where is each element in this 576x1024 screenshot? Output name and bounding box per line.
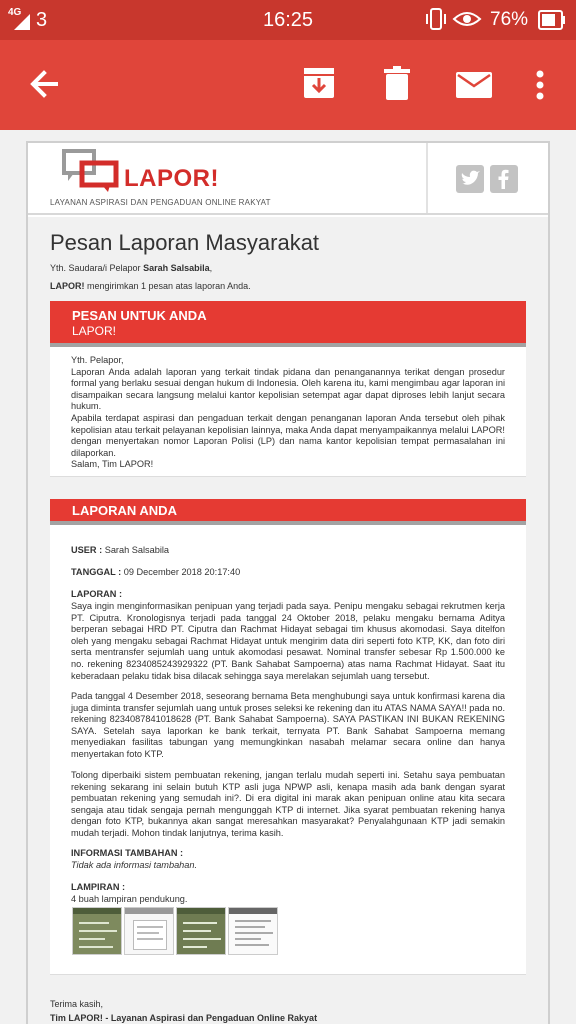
report-panel-header bbox=[50, 499, 526, 521]
message-panel bbox=[50, 301, 526, 477]
extra-info-value: Tidak ada informasi tambahan. bbox=[71, 860, 198, 870]
user-value: Sarah Salsabila bbox=[102, 545, 170, 555]
header-divider bbox=[426, 143, 428, 213]
vibrate-icon bbox=[426, 8, 446, 30]
message-line: Apabila terdapat aspirasi dan pengaduan terkait dengan penanganan laporan Anda tersebut oleh pihak kepolisian atau terkait pelayanan kepolisian lainnya, maka Anda dapat menyampaikannya melalui LAPOR! dengan menyertakan nomor Laporan Polisi (LP) dan nama kantor kepolisian tempat permasalahan ini dilaporkan. bbox=[71, 412, 505, 458]
report-paragraph: Tolong diperbaiki sistem pembuatan rekening, jangan terlalu mudah seperti ini. Setahu saya pembuatan rekening sekarang ini selain butuh KTP asli juga NPWP asli, kenapa masih ada bank dengan syarat pembuatan rekening yang semudah ini?. Di era digital ini marak akan penipuan online atau kita secara sengaja atau tidak sengaja pernah mengunggah KTP di internet. Jika syarat pembuatan rekening hanya dengan foto KTP, bukannya akan sangat meresahkan masyarakat? Penyalahgunaan KTP jadi semakin mudah terjadi. Mohon tindak lanjutnya, terima kasih. bbox=[71, 770, 505, 838]
back-arrow-icon[interactable] bbox=[28, 68, 60, 100]
extra-info-label: INFORMASI TAMBAHAN : bbox=[71, 848, 184, 858]
eye-comfort-icon bbox=[452, 11, 482, 27]
report-paragraph: Pada tanggal 4 Desember 2018, seseorang bernama Beta menghubungi saya untuk konfirmasi karena dia juga diminta transfer sejumlah uang untuk proses seleksi ke rekening dan itu ATAS NAMA SAYA!! pada no. rekening 8234087841018628 (PT. Bank Sahabat Sampoerna). SAYA PASTIKAN INI BUKAN REKENING SAYA. Setelah saya laporkan ke bank terkait, ternyata PT. Bank Sahabat Sampoerna memang menyediakan fasilitas tabungan yang memungkinkan nasabah melamar secara online dan hanya menyertakan foto KTP. bbox=[71, 691, 505, 759]
user-label: USER : bbox=[71, 545, 103, 555]
message-line: Salam, Tim LAPOR! bbox=[71, 459, 154, 470]
clock: 16:25 bbox=[262, 9, 314, 31]
email-card bbox=[26, 141, 550, 1024]
message-text bbox=[71, 355, 505, 471]
archive-icon[interactable] bbox=[303, 66, 335, 100]
greeting-suffix: , bbox=[209, 263, 213, 273]
sim-slot: 3 bbox=[36, 9, 48, 31]
attachment-thumbnails bbox=[72, 907, 312, 957]
footer-signature: Tim LAPOR! - Layanan Aspirasi dan Pengaduan Online Rakyat bbox=[50, 1013, 318, 1023]
notice-brand: LAPOR! bbox=[50, 281, 85, 291]
date-label: TANGGAL : bbox=[71, 567, 122, 577]
facebook-icon[interactable] bbox=[490, 165, 518, 193]
battery-icon bbox=[538, 10, 566, 30]
message-panel-title: PESAN UNTUK ANDA bbox=[72, 308, 207, 323]
attachment-thumbnail[interactable] bbox=[176, 907, 226, 955]
message-panel-header bbox=[50, 301, 526, 343]
attachment-thumbnail[interactable] bbox=[228, 907, 278, 955]
message-line: Yth. Pelapor, bbox=[71, 355, 124, 365]
app-bar bbox=[0, 40, 576, 130]
page-title: Pesan Laporan Masyarakat bbox=[50, 230, 320, 255]
network-type: 4G bbox=[8, 7, 22, 18]
tagline: LAYANAN ASPIRASI DAN PENGADUAN ONLINE RAKYAT bbox=[50, 198, 271, 207]
email-header bbox=[28, 143, 548, 215]
lapor-logo-icon bbox=[62, 149, 124, 193]
notice bbox=[50, 281, 251, 291]
message-line: Laporan Anda adalah laporan yang terkait tindak pidana dan penanganannya terikat dengan prosedur formal yang berlaku sesuai dengan hukum di Indonesia. Oleh karena itu, kami mengimbau agar laporan ini disampaikan secara langsung melalui kantor kepolisian setempat agar dapat diproses lebih lanjut secara hukum. bbox=[71, 366, 505, 412]
notice-text: mengirimkan 1 pesan atas laporan Anda. bbox=[84, 281, 251, 291]
mail-icon[interactable] bbox=[456, 72, 492, 98]
report-label: LAPORAN : bbox=[71, 589, 123, 599]
email-body bbox=[28, 217, 548, 1024]
report-date bbox=[71, 567, 505, 579]
battery-percent: 76% bbox=[490, 9, 529, 30]
greeting bbox=[50, 263, 212, 273]
attachment-thumbnail[interactable] bbox=[124, 907, 174, 955]
report-paragraph: Saya ingin menginformasikan penipuan yang terjadi pada saya. Penipu mengaku sebagai rekrutmen kerja PT. Ciputra. Kronologisnya terjadi pada tanggal 24 Oktober 2018, pelaku mengaku bernama Aditya berperan sebagai HRD PT. Ciputra dan Rachmat Hidayat sebagai tim khusus akomodasi. Saya ditelfon oleh yang mengaku sebagai Rachmat Hidayat untuk mengirim data diri seperti foto KTP, KK, dan foto diri serta mentransfer sejumlah uang untuk akomodasi pesawat. Nominal transfer sebesar Rp 1.500.000 ke no. rekening 8234085243929322 (PT. Bank Sahabat Sampoerna) atas nama Rachmat Hidayat. Saat itu keberadaan pelaku tidak bisa dilacak sehingga saya merelakan sejumlah uang tersebut. bbox=[71, 601, 505, 681]
message-panel-subtitle: LAPOR! bbox=[72, 324, 117, 338]
report-user bbox=[71, 545, 505, 557]
date-value: 09 December 2018 20:17:40 bbox=[121, 567, 241, 577]
attachment-thumbnail[interactable] bbox=[72, 907, 122, 955]
attachments-count: 4 buah lampiran pendukung. bbox=[71, 894, 188, 904]
delete-icon[interactable] bbox=[384, 66, 410, 100]
greeting-prefix: Yth. Saudara/i Pelapor bbox=[50, 263, 144, 273]
more-vert-icon[interactable] bbox=[535, 70, 545, 100]
report-panel bbox=[50, 499, 526, 975]
reporter-name: Sarah Salsabila bbox=[143, 263, 210, 273]
logo-text: LAPOR! bbox=[124, 165, 219, 192]
status-bar bbox=[0, 0, 576, 40]
footer-thanks: Terima kasih, bbox=[50, 999, 104, 1009]
report-panel-title: LAPORAN ANDA bbox=[72, 503, 177, 518]
twitter-icon[interactable] bbox=[456, 165, 484, 193]
attachments-label: LAMPIRAN : bbox=[71, 882, 126, 892]
